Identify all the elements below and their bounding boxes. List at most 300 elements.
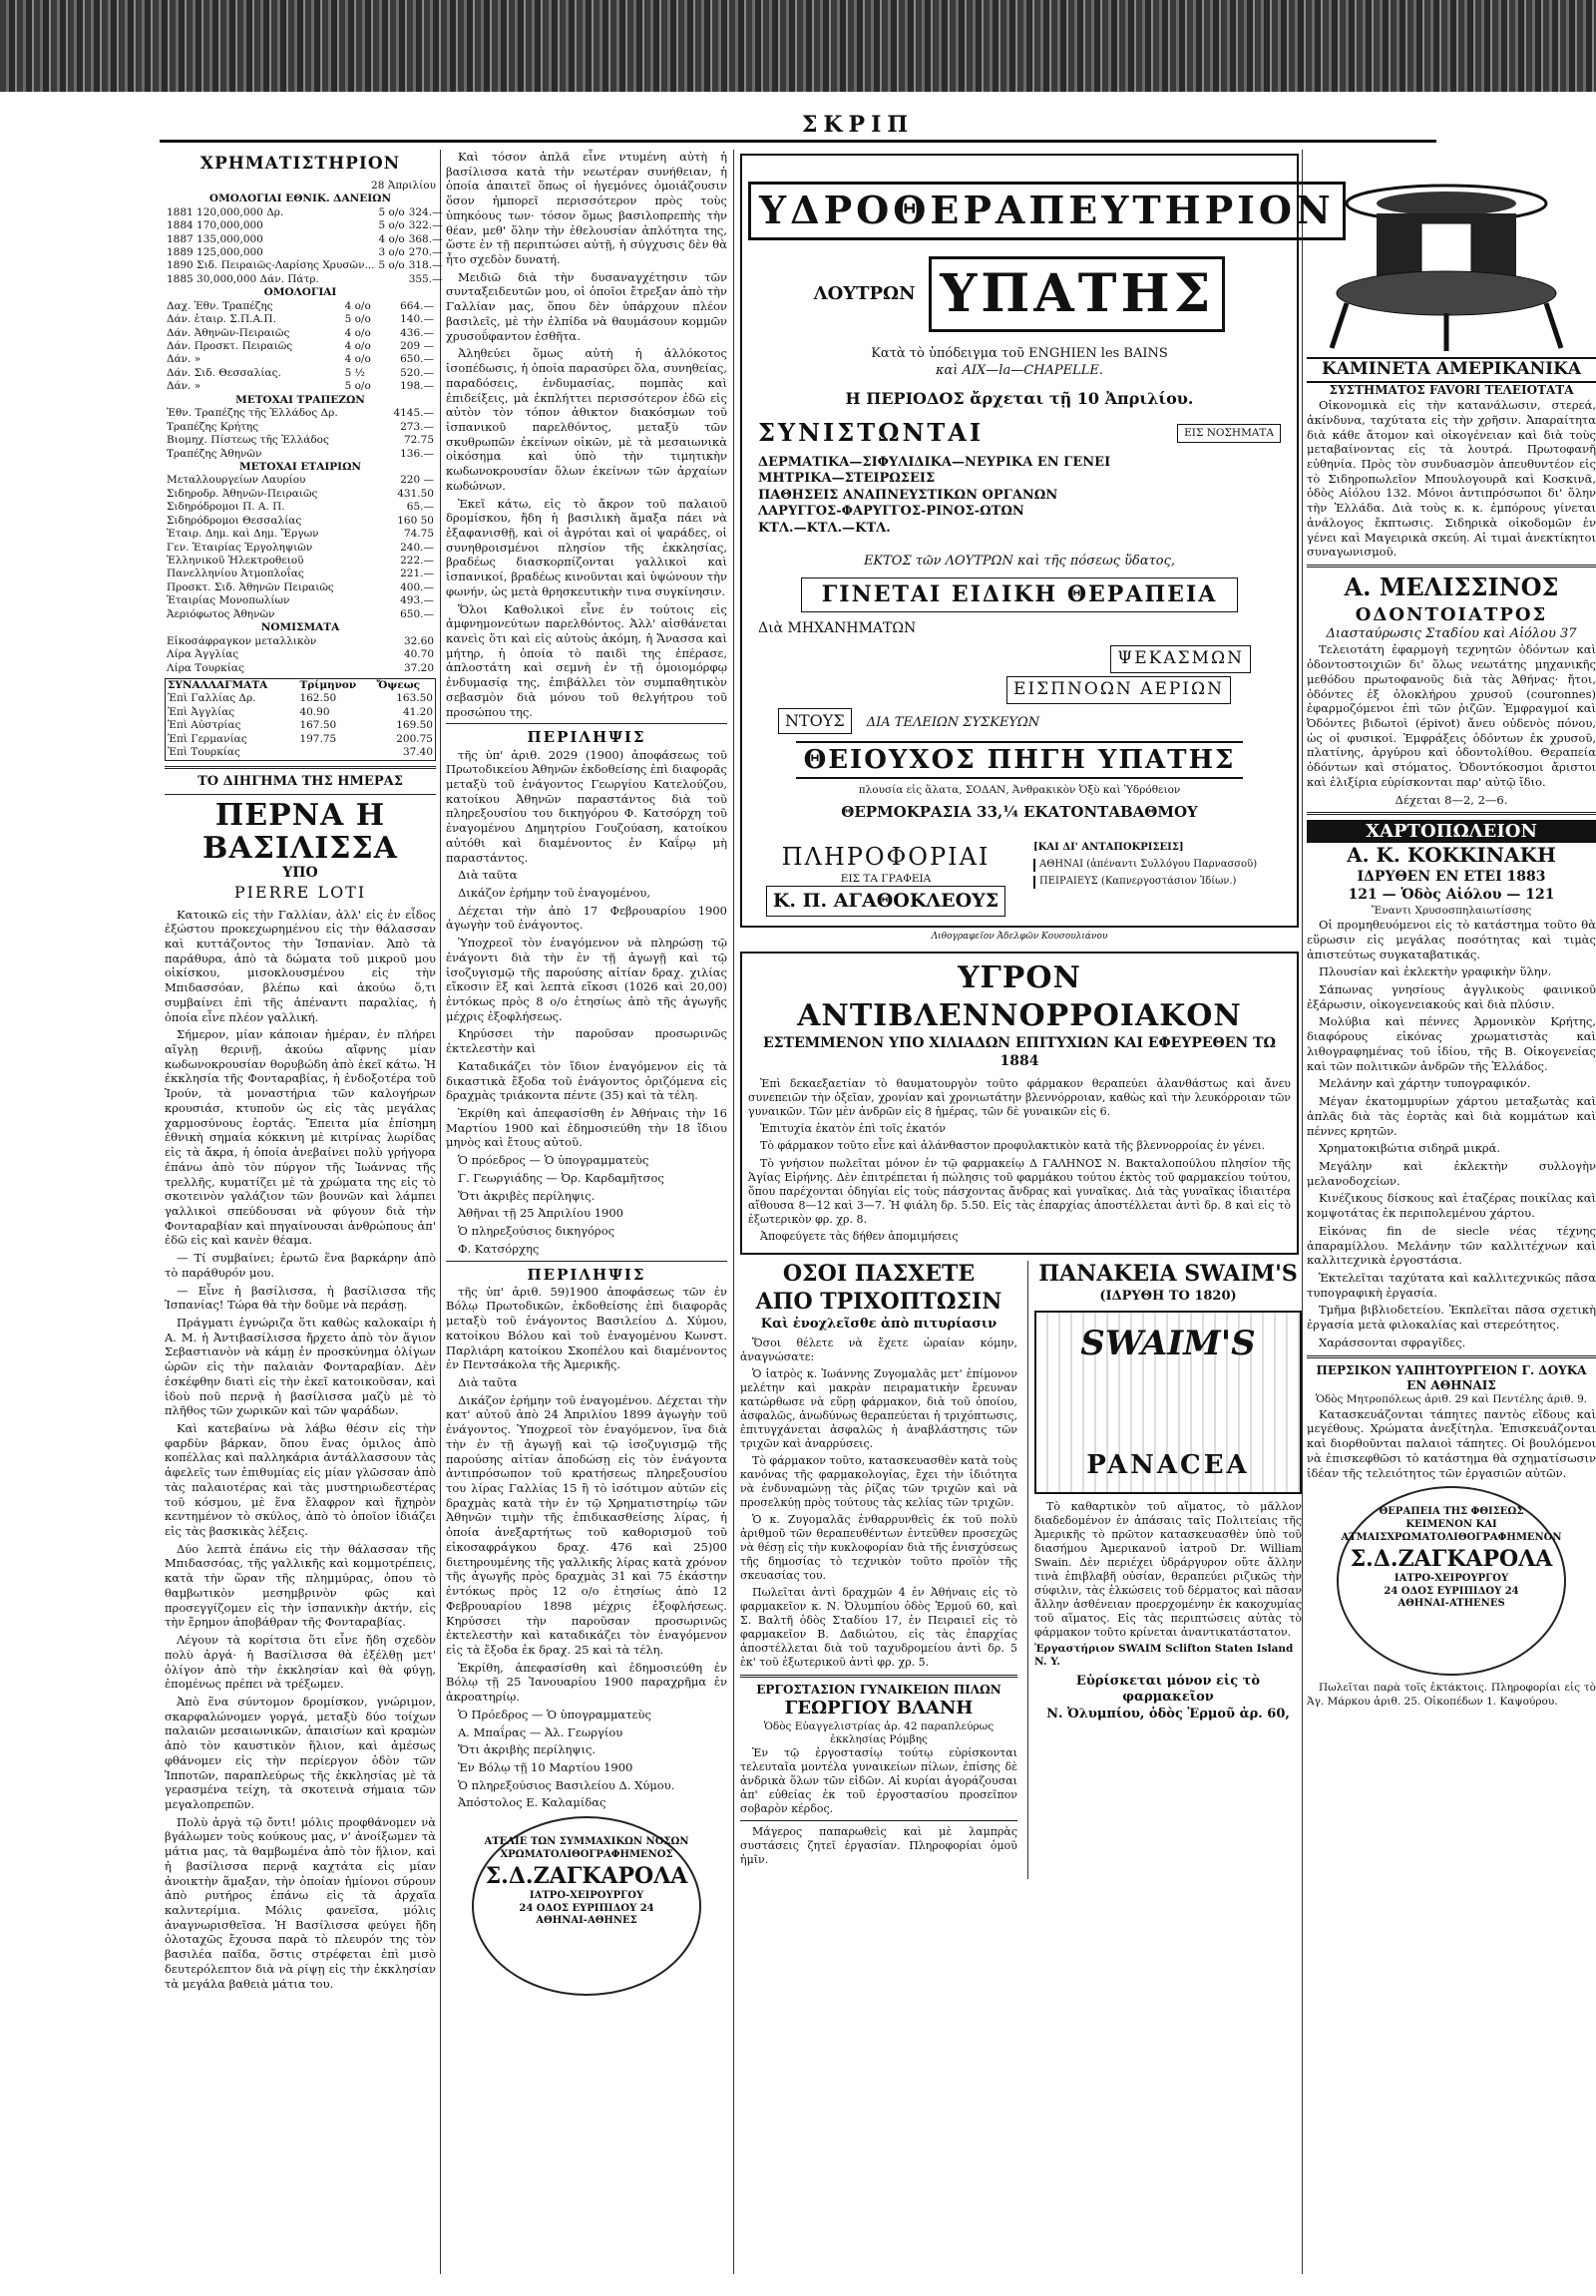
paragraph: Μεγάλην καὶ ἐκλεκτὴν συλλογὴν μελανοδοχείων.: [1307, 1158, 1596, 1188]
table-cell: 493.—: [400, 594, 434, 607]
douche-label: ΝΤΟΥΣ: [778, 708, 852, 734]
disease-item: ΛΑΡΥΓΓΟΣ-ΦΑΡΥΓΓΟΣ-ΡΙΝΟΣ-ΩΤΩΝ: [758, 504, 1024, 520]
paragraph: — Τί συμβαίνει; ἐρωτῶ ἕνα βαρκάρην ἀπὸ τὸ παράθυρόν μου.: [165, 1251, 436, 1280]
table-cell: Μεταλλουργείων Λαυρίου: [167, 474, 306, 487]
rheum-subtitle: ΕΣΤΕΜΜΕΝΟΝ ΥΠΟ ΧΙΛΙΑΔΩΝ ΕΠΙΤΥΧΙΩΝ ΚΑΙ ΕΦΕΥΡΕΘΕΝ ΤΩ 1884: [763, 1035, 1276, 1070]
dentist-hours: Δέχεται 8—2, 2—6.: [1395, 792, 1508, 807]
hair-ad: [740, 1261, 1017, 1879]
table-row: [165, 259, 445, 272]
table-cell: 40.70: [403, 648, 434, 661]
hair-text: [740, 1337, 1017, 1669]
stationer-name: Α. Κ. ΚΟΚΚΙΝΑΚΗ: [1347, 843, 1556, 868]
paragraph: Σήμερον, μίαν κάποιαν ἡμέραν, ἐν πλήρει αἴγλῃ θερινῇ, ἀκούω αἴφνης μίαν κωδωνοκρουσίαν θορυβώδη ἀπὸ ἐκεῖ κάτω. Ἡ ἐκκλησία τῆς Φονταραβίας, ἡ ἐνδοξοτέρα τοῦ Ἰρούν, τὰ μοναστήρια τῶν καλογήρων κρουσιάσ, κτυποῦν ὡς εἰς τὰς μεγάλας χαρμοσύνους ἑορτάς. Ἔπειτα μία ἐπίσημη ἐθνικὴ σημαία κόκκινη μὲ κιτρίνας λωρίδας εἰς τὰ ἄκρα, ἡ ὁποία ἀνεβαίνει πολὺ γρήγορα ἐπάνω ἀπὸ τὸν πύργον τῆς Ἰωάννας τῆς τρελλῆς, κυματίζει μὲ τὰ χρώματα της εἰς τὸ σκοτεινὸν γαλάζιον τῶν βουνῶν καὶ λάμπει γαλλικοὶ σπεύδουσαι νὰ φύγουν διὰ τὴν Φονταραβίαν καὶ πηγαίνουσαι ἀνθρώπους ἀπ' ἐδῶ εἰς καὶ κανὲν θέαμα.: [165, 1027, 436, 1248]
rheum-title: ΥΓΡΟΝ ΑΝΤΙΒΛΕΝΝΟΡΡΟΙΑΚΟΝ: [797, 959, 1242, 1033]
panacea-ad: [1027, 1261, 1302, 1879]
table-cell: 664.—: [400, 299, 434, 312]
table-cell: 4 ο/ο: [344, 299, 371, 312]
lamp-illustration: [1307, 154, 1596, 353]
table-cell: Τραπέζης Κρήτης: [167, 420, 259, 433]
paragraph: Φ. Κατσόρχης: [458, 1241, 540, 1256]
paragraph: Ὅτι ἀκριβὲς περίληψις.: [458, 1188, 596, 1203]
table-cell: 322.—: [408, 219, 443, 232]
paragraph: Λέγουν τὰ κορίτσια ὅτι εἶνε ἤδη σχεδὸν πολὺ ἀργά· ἡ Βασίλισσα θὰ ἐξέλθῃ μετ' ὀλίγον ἀπὸ τὴν ἐκκλησίαν καὶ θὰ φύγῃ, ἐπομένως πρέπει νὰ τρέξωμεν.: [165, 1633, 436, 1692]
table-row: [166, 692, 436, 705]
table-row: [165, 233, 445, 246]
hydro-title: ΥΔΡΟΘΕΡΑΠΕΥΤΗΡΙΟΝ: [748, 182, 1346, 240]
table-cell: Σιδηρόδρομοι Π. Α. Π.: [167, 501, 285, 514]
divider: [165, 766, 436, 769]
table-row: [165, 340, 436, 353]
table-cell: 5 ο/ο: [344, 313, 371, 326]
table-cell: 5 ο/ο: [378, 205, 405, 218]
table-cell: 1889 125,000,000: [167, 245, 263, 258]
lamp-label: ΚΑΜΙΝΕΤΑ ΑΜΕΡΙΚΑΝΙΚΑ: [1307, 357, 1596, 383]
paragraph: Ὁ κ. Ζυγομαλᾶς ἐνθαρρυνθεὶς ἐκ τοῦ πολὺ ἀριθμοῦ τῶν θεραπευθέντων ἐντεῦθεν προσεχῶς νὰ θέσῃ εἰς τὴν κυκλοφορίαν διὰ τῆς ἐνισχύσεως τῆς δημοσίας τὸ τεχνικὸν τοῦτο προϊὸν τῆς σκευασίας του.: [740, 1512, 1017, 1582]
column-divider: [440, 150, 441, 2274]
baths-name: ΥΠΑΤΗΣ: [929, 256, 1225, 333]
table-cell: 368.—: [408, 232, 443, 245]
table-cell: 167.50: [299, 719, 337, 732]
lower-ads: [740, 1260, 1302, 1879]
divider: [740, 1675, 1017, 1678]
table-cell: 197.75: [299, 732, 337, 745]
baths-label: ΛΟΥΤΡΩΝ: [813, 283, 916, 305]
summary-title-2: ΠΕΡΙΛΗΨΙΣ: [527, 1265, 646, 1284]
table-row: [165, 608, 436, 621]
summary-1-text: [446, 748, 727, 1257]
table-cell: 4145.—: [393, 407, 434, 420]
table-cell: 5 ο/ο: [378, 219, 405, 232]
stamp-line: ΧΡΩΜΑΤΟΛΙΘΟΓΡΑΦΗΜΕΝΟΣ: [500, 1848, 673, 1860]
column-3: [740, 150, 1335, 2284]
paragraph: Τὸ φάρμακον τοῦτο, κατασκευασθὲν κατὰ τοὺς κανόνας τῆς φαρμακολογίας, ἔχει τὴν ἰδιότητα νὰ ἐνδυναμώνῃ τὰς ῥίζας τῶν τριχῶν καὶ νὰ προσελκύῃ πρὸς τούτους τὰς κελίας τῶν τριχῶν.: [740, 1454, 1017, 1509]
table-cell: Ἑλληνικοῦ Ἠλεκτροθειοῦ: [167, 555, 304, 567]
table-cell: Σιδηρόδρομοι Θεσσαλίας: [167, 514, 302, 527]
table-cell: Λίρα Ἀγγλίας: [167, 648, 239, 661]
stationer-label: ΧΑΡΤΟΠΩΛΕΙΟΝ: [1307, 820, 1596, 843]
model-line-2: καὶ AIX—la—CHAPELLE.: [935, 362, 1104, 378]
table-cell: Ἑταιρ. Δημ. καὶ Δημ. Ἔργων: [167, 528, 319, 541]
table-row: [165, 327, 436, 340]
panacea-depot: Ἐργαστήριον SWAIM Sclifton Staten Island N. Y.: [1034, 1643, 1294, 1669]
table-cell: Δάν. »: [167, 380, 201, 393]
divider: [446, 723, 727, 724]
dentist-name: Α. ΜΕΛΙΣΣΙΝΟΣ: [1344, 573, 1559, 602]
table-row: [166, 733, 436, 746]
table-row: [165, 555, 436, 568]
stationer-address: 121 — Ὁδὸς Αἰόλου — 121: [1348, 886, 1555, 903]
table-header: Τρίμηνον: [299, 678, 357, 691]
paragraph: Ὁ πληρεξούσιος δικηγόρος: [458, 1224, 615, 1239]
column-4: [1307, 150, 1596, 2284]
model-line-1: Κατὰ τὸ ὑπόδειγμα τοῦ ENGHIEN les BAINS: [871, 346, 1168, 362]
table-cell: 140.—: [400, 313, 434, 326]
table-cell: Ἑταιρίας Μονοπωλίων: [167, 594, 290, 607]
table-cell: 400.—: [400, 580, 434, 593]
table-row: [165, 515, 436, 528]
table-row: [165, 300, 436, 313]
paragraph: Ὁ ἰατρὸς κ. Ἰωάννης Ζυγομαλᾶς μετ' ἐπίμονον μελέτην καὶ μακρὰν πειραματικὴν ἔρευναν κατώρθωσε νὰ εὕρῃ φάρμακον, διὰ τοῦ ὁποίου, ἀσφαλῶς, ἀνωδύνως θεραπεύεται ἡ τριχόπτωσις, ἐπιτυγχάνεται ἀσφαλῶς ἡ ἀναβλάστησις τῶν τριχῶν καὶ ἀναρρύσεις.: [740, 1367, 1017, 1451]
paragraph: Κινέζικους δίσκους καὶ ἐταζέρας ποικίλας καὶ κομψοτάτας ἐκ περιπολεμένου χάρτου.: [1307, 1191, 1596, 1221]
dyer-text: Κατασκευάζονται τάπητες παντὸς εἴδους καὶ μεγέθους. Χρώματα ἀνεξίτηλα. Ἐπισκευάζονται καὶ διορθοῦνται παλαιοὶ τάπητες. Οἱ βουλόμενοι νὰ ἐπισκεφθῶσι τὸ κατάστημα θὰ σχηματίσωσιν ἰδέαν τῆς τελειότητος τῶν ἐργασιῶν αὐτῶν.: [1307, 1406, 1596, 1480]
table-cell: 3 ο/ο: [378, 245, 405, 258]
doctor-stamp-2: [1337, 1486, 1566, 1676]
table-cell: 1884 170,000,000: [167, 219, 263, 232]
summary-title-1: ΠΕΡΙΛΗΨΙΣ: [527, 728, 646, 747]
paragraph: Δέχεται τὴν ἀπὸ 17 Φεβρουαρίου 1900 ἀγωγὴν τοῦ ἐνάγοντος.: [446, 903, 727, 933]
spray-label: ΨΕΚΑΣΜΩΝ: [1110, 645, 1251, 673]
stamp-line: ΑΤΕΛΙΕ ΤΩΝ ΣΥΜΜΑΧΙΚΩΝ ΝΟΣΩΝ: [484, 1836, 689, 1848]
paragraph: Ὁ πληρεξούσιος Βασιλείου Δ. Χύμου.: [458, 1777, 675, 1792]
paragraph: Ὁ Πρόεδρος — Ὁ ὑπογραμματεὺς: [458, 1707, 651, 1722]
table-cell: Ἐπὶ Τουρκίας: [168, 746, 240, 759]
table-row: [165, 380, 436, 393]
divider: [740, 1820, 1017, 1821]
stamp-line: ΙΑΤΡΟ-ΧΕΙΡΟΥΡΓΟΥ: [529, 1889, 644, 1901]
dyer-title: ΠΕΡΣΙΚΟΝ ΥΑΠΗΤΟΥΡΓΕΙΟΝ Γ. ΔΟΥΚΑ: [1316, 1362, 1587, 1377]
hair-subtitle: Καὶ ἐνοχλεῖσθε ἀπὸ πιτυρίασιν: [760, 1316, 998, 1332]
table-cell: 163.50: [396, 692, 433, 705]
paragraph: Καταδικάζει τὸν ἴδιον ἐναγόμενον εἰς τὰ δικαστικὰ ἔξοδα τοῦ ἐνάγοντος ὁριζόμενα εἰς δραχμὰς τριάκοντα πέντε (35) καὶ τὰ τέλη.: [446, 1058, 727, 1103]
paragraph: Μελάνην καὶ χάρτην τυπογραφικόν.: [1319, 1076, 1531, 1091]
paragraph: Ἐν Βόλῳ τῇ 10 Μαρτίου 1900: [458, 1759, 633, 1774]
paragraph: Τὸ φάρμακον τοῦτο εἶνε καὶ ἀλάνθαστον προφυλακτικὸν κατὰ τῆς βλεννορροίας ἐν γένει.: [760, 1139, 1266, 1153]
table-cell: Πανελληνίου Ἀτμοπλοΐας: [167, 568, 304, 580]
loans-title: ΟΜΟΛΟΓΙΑΙ ΕΘΝΙΚ. ΔΑΝΕΙΩΝ: [208, 192, 392, 205]
paragraph: Ὅλοι Καθολικοὶ εἶνε ἐν τούτοις εἰς ἀμφνημονεύτων παρελθόντος. Ἀλλ' αἰσθάνεται κανεὶς ὅτι καὶ εἰς αὐτοὺς ἀκόμη, ἡ Ἄνασσα καὶ μήτηρ, ἡ ὁποία τὸ παιδὶ της ἐπέρασε, ἀπλοστάτη καὶ σεμνὴ ἐν τῇ ὁμοιομόρφῳ ἐνδυμασίᾳ της, ἐπιβάλλει τὸν συμπαθητικὸν σεβασμὸν διὰ μόνου τοῦ θελγήτρου τοῦ προσώπου της.: [446, 601, 727, 719]
offices-label: ΕΙΣ ΤΑ ΓΡΑΦΕΙΑ: [840, 873, 932, 885]
table-row: [165, 528, 436, 541]
paragraph: Ὁ πρόεδρος — Ὁ ὑπογραμματεὺς: [458, 1153, 649, 1168]
table-row: [165, 635, 436, 648]
coins-table: [165, 635, 436, 675]
table-row: [165, 273, 445, 286]
stamp-line: ΑΘΗΝΑΙ-ΑΘΗΝΕΣ: [536, 1915, 637, 1927]
salts-line: πλουσία εἰς ἅλατα, ΣΟΔΑΝ, Ἀνθρακικὸν Ὀξὺ καὶ Ὑδρόθειον: [858, 783, 1181, 796]
exchange-title: ΧΡΗΜΑΤΙΣΤΗΡΙΟΝ: [200, 154, 401, 174]
stove-icon: [1307, 154, 1586, 353]
table-cell: 41.20: [402, 705, 433, 718]
piraeus-address: ΠΕΙΡΑΙΕΥΣ (Καπνεργοστάσιον Ἰδίων.): [1033, 876, 1283, 889]
table-cell: 324.—: [408, 205, 443, 218]
paragraph: Ἐκεῖ κάτω, εἰς τὸ ἄκρον τοῦ παλαιοῦ δρομίσκου, ἤδη ἡ βασιλικὴ ἅμαξα πάει νὰ ἐξαφανισθῇ, καὶ οἱ ἀγρόται καὶ οἱ ψαράδες, οἱ συνηθροισμένοι πλησίον τῆς ἐκκλησίας, βραδέως διασκορπίζονται γαλλικοὶ καὶ ἱσπανικοί, βραδέως κινοῦνται καὶ ὑψώνουν τὴν φωνήν, ὡς μετὰ θρησκευτικὴν τινα συγκίνησιν.: [446, 496, 727, 598]
exchange-date: 28 Ἀπριλίου: [371, 179, 436, 191]
panacea-bottles-image: [1034, 1311, 1302, 1494]
table-cell: Εἰκοσάφραγκον μεταλλικὸν: [167, 634, 317, 647]
table-header: ΣΥΝΑΛΛΑΓΜΑΤΑ: [168, 678, 268, 691]
rheum-ad: [740, 952, 1299, 1255]
paragraph: — Εἶνε ἡ βασίλισσα, ἡ βασίλισσα τῆς Ἱσπανίας! Τώρα θὰ τὴν δοῦμε νὰ περάσῃ.: [165, 1283, 436, 1313]
table-cell: 222.—: [400, 555, 434, 567]
table-cell: Ἐπὶ Ἀγγλίας: [168, 705, 235, 718]
table-cell: 160 50: [397, 514, 434, 527]
besides-line: ΕΚΤΟΣ τῶν ΛΟΥΤΡΩΝ καὶ τῆς πόσεως ὕδατος,: [863, 553, 1176, 569]
stamp-line: ΚΕΙΜΕΝΟΝ ΚΑΙ: [1405, 1519, 1497, 1531]
table-cell: 40.90: [299, 705, 330, 718]
paragraph: Κατοικῶ εἰς τὴν Γαλλίαν, ἀλλ' εἰς ἐν εἶδος ἐξώστου προκεχωρημένου εἰς τὴν θάλασσαν καὶ κυττάζοντος τὴν Ἱσπανίαν. Ἀπὸ τὰ παράθυρα, ἀπὸ τὰ δώματα τοῦ μικροῦ μου οἰκίσκου, μισοκλουσμένου εἰς τὴν Μπιδασσόαν, βλέπω καὶ ἀκούω ὅ,τι συμβαίνει ἐπὶ τῆς ἀπέναντι παραλίας, ἡ ὁποία εἶνε πλέον γαλλική.: [165, 907, 436, 1024]
panacea-bottle-text: PANACEA: [1086, 1450, 1250, 1481]
special-therapy: ΓΙΝΕΤΑΙ ΕΙΔΙΚΗ ΘΕΡΑΠΕΙΑ: [801, 577, 1239, 611]
paragraph: Εἰκόνας fin de siecle νέας τέχνης ἀπαραμίλλου. Μελάνην τῶν καλλιτέχνων καὶ καλλιτεχνικὰ ἐργοστάσια.: [1307, 1223, 1596, 1268]
paragraph: Τὸ γνήσιον πωλεῖται μόνον ἐν τῷ φαρμακείῳ Δ ΓΑΛΗΝΟΣ Ν. Βακταλοπούλου πλησίον τῆς Ἁγίας Εἰρήνης. Δὲν ἐπιτρέπεται ἡ πώλησις τοῦ φαρμάκου τούτου ἐκτὸς τοῦ φαρμακείου τούτου, ὅπου παρέχονται ὁδηγίαι εἰς τοὺς πάσχοντας ἄνδρας καὶ γυναῖκας. Διὰ τὰς γυναῖκας ἰδιαιτέρα αἴθουσα 8—12 καὶ 3—7. Ἡ φιάλη δρ. 5.50. Εἰς τὰς ἐπαρχίας ἀποστέλλεται ἀντὶ δρ. 8 καὶ εἰς τὸ ἐξωτερικὸν φρ. χρ. 8.: [748, 1156, 1291, 1226]
table-row: [165, 353, 436, 366]
rheum-text: [748, 1077, 1291, 1244]
paragraph: Ἀληθεύει ὅμως αὐτὴ ἡ ἀλλόκοτος ἰσοπέδωσις, ἡ ὁποία παρασύρει ὅλα, συνηθείας, παραδόσεις, ἐνδυμασίας, πομπὰς καὶ ἐπιδείξεις, μὰ ἐκπλήττει περισσότερον ἐδῶ εἰς αὐτὸν τὸν τόπον ἀθικτον διακόσμων τοῦ ἱσπανικοῦ παρελθόντος, μεταξὺ τῶν σκυθρωπῶν ἐκείνων οἰκῶν, μὲ τὰ μεσαιωνικὰ οἰκόσημα καὶ ὑπὸ τὴν τιμητικὴν κωδωνοκρουσίαν ὅλων ἐκείνων τῶν ἀρχαίων κωδώνων.: [446, 346, 727, 493]
table-cell: Δάν. Προσκτ. Πειραιῶς: [167, 340, 293, 352]
table-cell: 318.—: [408, 259, 443, 272]
paragraph: Καὶ τόσον ἁπλᾶ εἶνε ντυμένη αὐτὴ ἡ βασίλισσα κατὰ τὴν νεωτέραν συνήθειαν, ἡ ὁποία ἀπαιτεῖ ὅπως οἱ ἡγεμόνες ὁμοιάζουσιν ὅσον ἠμπορεῖ περισσότερον πρὸς τοὺς ὑπηκόους των· τόσον ὅμως βασιλοπρεπὴς τὴν θέαν, μεθ' ὅλην τὴν ἐθελουσίαν ἁπλότητα της, ὥστε ἐν τῇ περιπτώσει αὐτῇ, ἡ σύγχυσις δὲν θὰ ἦτο σχεδὸν δυνατή.: [446, 150, 727, 267]
column-2: [446, 150, 727, 2284]
companies-table: [165, 474, 436, 621]
dyer-city: ΕΝ ΑΘΗΝΑΙΣ: [1406, 1377, 1496, 1392]
table-row: [165, 407, 436, 420]
panacea-text: Τὸ καθαρτικὸν τοῦ αἵματος, τὸ μᾶλλον διαδεδομένον ἐν ἁπάσαις ταῖς Πολιτείαις τῆς Ἀμερικῆς τὸ πρῶτον κατασκευασθὲν ὑπὸ τοῦ διασήμου Ἀμερικανοῦ ἰατροῦ Dr. William Swain. Δὲν περιέχει ὑδράργυρον οὔτε ἄλλην τινὰ ἐπιβλαβῆ οὐσίαν, θεραπεύει ριζικῶς τὴν σύφιλιν, τὰς ἑλκώσεις τοῦ δέρματος καὶ πᾶσαν ἄλλην ἀσθένειαν προερχομένην ἐκ κακοχυμίας τοῦ αἵματος. Εἰς τὰς περιπτώσεις αὐτὰς τὸ φάρμακον τοῦτο κρίνεται ἀναντικατάστατον.: [1034, 1500, 1302, 1640]
paragraph: Χρηματοκιβώτια σιδηρᾶ μικρά.: [1319, 1141, 1501, 1156]
table-cell: 650.—: [400, 353, 434, 366]
summary-2-text: [446, 1285, 727, 1810]
table-cell: 273.—: [400, 420, 434, 433]
lamp-text: Οἰκονομικὰ εἰς τὴν κατανάλωσιν, στερεά, ἀκίνδυνα, ταχύτατα εἰς τὴν χρῆσιν. Ἀπαραίτητα διὰ κάθε ἄτομον καὶ οἰκογένειαν καὶ διὰ τοὺς μεταβαίνοντας εἰς τὰ λουτρά. Πρωτοφανῆ εὐθηνία. Πρὸς τὸν συνδυασμὸν ἀπευθυντέον εἰς τὸ Σιδηροπωλεῖον Μπουλογουρᾶ καὶ Κοσκινᾶ, ὁδὸς Αἰόλου 132. Μόνοι ἀντιπρόσωποι δι' ὅλην τὴν Ἑλλάδα. Διὰ τοὺς κ. κ. ἐμπόρους γίνεται ἀνάλογος ἔκπτωσις. Σιδηρικὰ οἰκοδομῶν ἐν γένει καὶ Μαγειρικὰ σκεύη. Αἱ τιμαὶ ἀνεκτίκητοι συναγωνισμοῦ.: [1307, 398, 1596, 560]
table-row: [165, 206, 445, 219]
table-cell: Δάν. ἑταιρ. Σ.Π.Α.Π.: [167, 313, 276, 326]
workshop-title: ΕΡΓΟΣΤΑΣΙΟΝ ΓΥΝΑΙΚΕΙΩΝ ΠΙΛΩΝ: [756, 1682, 1001, 1697]
table-row: [165, 421, 436, 434]
serial-continuation: [446, 150, 727, 719]
divider: [1307, 565, 1596, 568]
paragraph: Πολὺ ἀργὰ τῷ ὄντι! μόλις προφθάνομεν νὰ βγάλωμεν τοὺς κούκους μας, ν' ἀνοίξωμεν τὰ μάτια μας, τὰ θαμβωμένα ἀπὸ τὸν ἥλιον, καὶ ἡ βασίλισσα περνᾷ καχτάτα εἰς μίαν ἀνοικτὴν ἅμαξαν, τὴν ὁποίαν ἠμίονοι σύρουν ἀπὸ ρυτήρος ἐπάνω εἰς τὰ ἀρχαῖα καλντερίμια. Μόλις φανεῖσα, μόλις ἀναγνωρισθεῖσα. Ἡ Βασίλισσα φεύγει ἤδη ὁλοταχῶς ἔχουσα παρὰ τὸ πλευρόν της τὸν βασιλέα παῖδα, ὅστις στρέφεται ἐπὶ μισὸ δευτερόλεπτον διὰ νὰ ρίψῃ εἰς τὴν ἐκκλησίαν τὰ μεγάλα βαθειὰ μάτια του.: [165, 1814, 436, 1991]
workshop-text: Ἐν τῷ ἐργοστασίῳ τούτῳ εὑρίσκονται τελευταῖα μοντέλα γυναικείων πίλων, ἐπίσης δὲ ἀνδρικὰ ὅλων τῶν εἰδῶν. Αἱ κυρίαι ἀγοράζουσαι ἀπ' εὐθείας ἐκ τοῦ ἐργοστασίου προσεῖπον σοβαρὸν κέρδος.: [740, 1746, 1017, 1816]
table-cell: 220 —: [400, 474, 434, 487]
workshop-address: Ὁδὸς Εὐαγγελιστρίας ἀρ. 42 παραπλεύρως ἐκκλησίας Ρόμβης: [763, 1720, 995, 1746]
table-cell: Ἐθν. Τραπέζης τῆς Ἑλλάδος Δρ.: [167, 407, 338, 420]
dentist-address: Διασταύρωσις Σταδίου καὶ Αἰόλου 37: [1326, 625, 1577, 641]
table-row: [166, 719, 436, 732]
paragraph: Ἀθῆναι τῇ 25 Ἀπριλίου 1900: [458, 1206, 624, 1221]
stamp-line: ΑΘΗΝΑΙ-ATHENES: [1397, 1598, 1505, 1610]
table-cell: 198.—: [400, 380, 434, 393]
paragraph: Τμῆμα βιβλιοδετείου. Ἐκπλεῖται πᾶσα σχετικὴ ἐργασία μετὰ φιλοκαλίας καὶ στερεότητος.: [1307, 1303, 1596, 1333]
hair-title-2: ΑΠΟ ΤΡΙΧΟΠΤΩΣΙΝ: [755, 1288, 1002, 1315]
paragraph: Ἐπὶ δεκαεξαετίαν τὸ θαυματουργὸν τοῦτο φάρμακον θεραπεύει ἀλανθάστως καὶ ἄνευ συνεπειῶν τὴν ὀξεῖαν, χρονίαν καὶ χρονιωτάτην βλεννόρροιαν, καθὼς καὶ τὴν λευκόρροιαν τῶν γυναικῶν. Τῶν μὲν ἀνδρῶν εἰς 8 ἡμέρας, τῶν δὲ γυναικῶν εἰς 6.: [748, 1077, 1291, 1119]
paragraph: Πλουσίαν καὶ ἐκλεκτὴν γραφικὴν ὕλην.: [1319, 964, 1552, 979]
table-cell: 5 ½: [344, 366, 365, 379]
disease-item: ΜΗΤΡΙΚΑ—ΣΤΕΙΡΩΣΕΙΣ: [758, 471, 936, 487]
table-row: [165, 501, 436, 514]
contact-name: Κ. Π. ΑΓΑΘΟΚΛΕΟΥΣ: [766, 886, 1005, 916]
table-cell: 4 ο/ο: [344, 340, 371, 352]
panacea-since: (ΙΔΡΥΘΗ ΤΟ 1820): [1099, 1288, 1237, 1304]
divider: [165, 794, 436, 795]
column-1: [165, 150, 443, 2284]
paragraph: Δικάζον ἐρήμην τοῦ ἐναγομένου,: [458, 885, 651, 900]
paragraph: Διὰ ταῦτα: [458, 868, 518, 883]
stamp-line: 24 ΟΔΟΣ ΕΥΡΙΠΙΔΟΥ 24: [519, 1902, 654, 1914]
table-cell: 209 —: [400, 340, 434, 352]
machines-line: Διὰ ΜΗΧΑΝΗΜΑΤΩΝ: [758, 619, 917, 636]
disease-item: ΠΑΘΗΣΕΙΣ ΑΝΑΠΝΕΥΣΤΙΚΩΝ ΟΡΓΑΝΩΝ: [758, 487, 1058, 503]
answers-label: [ΚΑΙ ΔΙ' ΑΝΤΑΠΟΚΡΙΣΕΙΣ]: [1033, 842, 1184, 854]
masthead: ΣΚΡΙΠ: [801, 112, 915, 138]
paragraph: Ἐκτελεῖται ταχύτατα καὶ καλλιτεχνικῶς πᾶσα τυπογραφικὴ ἐργασία.: [1307, 1270, 1596, 1300]
table-cell: Προσκτ. Σιδ. Ἀθηνῶν Πειραιῶς: [167, 580, 334, 593]
table-cell: 4 ο/ο: [344, 353, 371, 366]
table-cell: Λίρα Τουρκίας: [167, 661, 244, 674]
table-cell: 32.60: [403, 634, 434, 647]
paragraph: Σάπωνας γνησίους ἀγγλικοὺς φαινικοῦ ἐξάρωσιν, οἰκογενειακούς καὶ διὰ πλύσιν.: [1307, 982, 1596, 1011]
stationer-text: [1307, 918, 1596, 1349]
paragraph: τῆς ὑπ' ἀριθ. 59)1900 ἀποφάσεως τῶν ἐν Βόλῳ Πρωτοδικῶν, ἐκδοθείσης ἐπὶ διαφορᾶς μεταξὺ τοῦ ἐνάγοντος Βασιλείου Δ. Χύμου, κατοίκου Βόλου καὶ τοῦ ἐναγομένου Κωνστ. Παρλιάρη κατοίκου Σκοπέλου καὶ διαμένοντος ἐν Πεντσάκολα τῆς Ἀμερικῆς.: [446, 1284, 727, 1372]
stamp-line: ΘΕΡΑΠΕΙΑ ΤΗΣ ΦΘΙΣΕΩΣ: [1379, 1506, 1524, 1518]
workshop-name: ΓΕΩΡΓΙΟΥ ΒΛΑΝΗ: [784, 1697, 974, 1719]
table-cell: Ἐπὶ Γαλλίας Δρ.: [168, 692, 256, 705]
banks-title: ΜΕΤΟΧΑΙ ΤΡΑΠΕΖΩΝ: [235, 393, 365, 406]
panacea-where-2: Ν. Ὀλυμπίου, ὁδὸς Ἑρμοῦ ἀρ. 60,: [1046, 1706, 1290, 1722]
table-cell: 74.75: [403, 528, 434, 541]
temperature-line: ΘΕΡΜΟΚΡΑΣΙΑ 33,¼ ΕΚΑΤΟΝΤΑΒΑΘΜΟΥ: [841, 803, 1198, 822]
sulfur-spring: ΘΕΙΟΥΧΟΣ ΠΗΓΗ ΥΠΑΤΗΣ: [796, 741, 1244, 779]
table-cell: 37.40: [402, 746, 433, 759]
column-divider: [1302, 150, 1303, 2274]
table-cell: 4 ο/ο: [344, 326, 371, 339]
table-row: [165, 594, 436, 607]
table-cell: Τραπέζης Ἀθηνῶν: [167, 447, 262, 460]
table-cell: 1885 30,000,000 Δάν. Πάτρ.: [167, 272, 319, 285]
table-cell: 169.50: [396, 719, 433, 732]
table-row: [166, 746, 436, 760]
table-row: [165, 662, 436, 675]
paragraph: Δύο λεπτὰ ἐπάνω εἰς τὴν θάλασσαν τῆς Μπιδασσόας, τῆς γαλλικῆς καὶ κομμοτρέπεις, κατὰ τὴν ὥραν τῆς πλημμύρας, ὁπου τὸ θαμβωτικὸν μεσημβρινὸν φῶς καὶ προσεγγίζομεν εἰς τὴν ἱσπανικὴν ἀκτήν, εἰς τὴν ἔρημον ἀποβάθραν τῆς Φονταραβίας.: [165, 1541, 436, 1630]
bonds-title: ΟΜΟΛΟΓΙΑΙ: [263, 286, 337, 299]
table-cell: Ἐπὶ Γερμανίας: [168, 732, 247, 745]
serial-author: PIERRE LOTI: [233, 883, 367, 903]
table-row: [165, 219, 445, 232]
serial-text: [165, 908, 436, 1992]
recommended-label: ΣΥΝΙΣΤΩΝΤΑΙ: [758, 417, 985, 447]
stationer-near: Ἔναντι Χρυσοσπηλαιωτίσσης: [1371, 904, 1532, 917]
table-cell: 5 ο/ο: [344, 380, 371, 393]
table-cell: 270.—: [408, 245, 443, 258]
hair-title-1: ΟΣΟΙ ΠΑΣΧΕΤΕ: [782, 1260, 976, 1287]
table-cell: 5 ο/ο: [378, 259, 405, 272]
table-cell: 1887 135,000,000: [167, 232, 263, 245]
cook-notice: Μάγερος παπαρωθεὶς καὶ μὲ λαμπρὰς συστάσεις ζητεῖ ἐργασίαν. Πληροφορίαι ὁμοῦ ἡμῖν.: [740, 1825, 1017, 1867]
paragraph: τῆς ὑπ' ἀριθ. 2029 (1900) ἀποφάσεως τοῦ Πρωτοδικείου Ἀθηνῶν ἐκδοθείσης ἐπὶ διαφορᾶς μεταξὺ τοῦ ἐνάγοντος Γεωργίου Κατελούζου, κατοίκου Ἀθηνῶν παραστάντος διὰ τοῦ πληρεξουσίου του δικηγόρου Φ. Κατσόρχη τοῦ ἐναγομένου Δημητρίου Γουζούαση, κατοίκου αὐτόθι καὶ διαμένοντος ἐν Καΐρῳ μὴ παραστάντος.: [446, 747, 727, 865]
paragraph: Χαράσσονται σφραγῖδες.: [1319, 1335, 1466, 1349]
table-cell: 37.20: [403, 661, 434, 674]
table-cell: Δαχ. Ἐθν. Τραπέζης: [167, 299, 273, 312]
hydro-ad: [740, 154, 1335, 928]
panacea-where-1: Εὑρίσκεται μόνον εἰς τὸ φαρμακεῖον: [1075, 1673, 1261, 1706]
banks-table: [165, 407, 436, 461]
paragraph: Ἀποφεύγετε τὰς δήθεν ἀπομιμήσεις: [760, 1229, 959, 1243]
inhale-label: ΕΙΣΠΝΟΩΝ ΑΕΡΙΩΝ: [1006, 676, 1231, 704]
season-period: Η ΠΕΡΙΟΔΟΣ ἄρχεται τῇ 10 Ἀπριλίου.: [845, 389, 1194, 409]
table-cell: 355.—: [408, 272, 443, 285]
table-cell: 240.—: [400, 541, 434, 554]
table-cell: 221.—: [400, 568, 434, 580]
table-row: [165, 367, 436, 380]
dyer-address: Ὁδὸς Μητροπόλεως ἀριθ. 29 καὶ Πεντέλης ἀριθ. 9.: [1315, 1393, 1588, 1406]
table-row: [165, 488, 436, 501]
stamp2-caption: Πωλεῖται παρὰ τοῖς ἐκτάκτοις. Πληροφορίαι εἰς τὸ Ἀγ. Μάρκου ἀριθ. 25. Οἰκοπέδων 1. Καψούρου.: [1307, 1682, 1596, 1708]
table-cell: 436.—: [400, 326, 434, 339]
table-cell: [376, 273, 406, 286]
stamp-line: 24 ΟΔΟΣ ΕΥΡΙΠΙΔΟΥ 24: [1384, 1585, 1519, 1597]
paragraph: Δικάζον ἐρήμην τοῦ ἐναγομένου. Δέχεται τὴν κατ' αὐτοῦ ἀπὸ 24 Ἀπριλίου 1899 ἀγωγὴν τοῦ ἐνάγοντος. Ὑποχρεοῖ τὸν ἐναγόμενον, ἵνα διὰ τὴν ἐν τῇ ἀγωγῇ καὶ τῷ ἰσοζυγισμῷ τῆς παρούσης αἰτίαν ἀποδώσῃ εἰς τὸν ἐνάγοντα ἀντιπρόσωπον τοῦ κρατήσεως πληρεξουσίου του λίρας Γαλλίας 15 ἢ τὸ ἰσότιμον αὐτῶν εἰς δραχμὰς κατὰ τὴν ἐν τῷ Χρηματιστηρίῳ τῶν Ἀθηνῶν τιμὴν τῆς ἐπιδικασθείσης λίρας, ἡ ὁποία ἀνεξαρτήτως τοῦ καθορισμοῦ τοῦ εἰκοσαφράγκου δραχ. 476 καὶ 25)00 διετηρουμένης τῆς γαλλικῆς λίρας κατὰ χρόνον τῆς ἀγωγῆς πρὸς δραχμὰς 31 καὶ 75 ἑκάστην ἐντόκως πρὸς 12 ο/ο ἐτησίως ἀπὸ 12 Φεβρουαρίου 1898 μέχρις ἐξοφλήσεως. Κηρύσσει τὴν παροῦσαν προσωρινῶς ἐκτελεστὴν καὶ καταδικάζει τὸν ἐναγόμενον εἰς τὰ ἔξοδα ἐκ δραχ. 25 καὶ τὰ τέλη.: [446, 1392, 727, 1657]
table-row: [165, 568, 436, 580]
table-cell: Ἀεριόφωτος Ἀθηνῶν: [167, 607, 275, 620]
serial-title: ΠΕΡΝΑ Η ΒΑΣΙΛΙΣΣΑ: [202, 798, 398, 867]
panacea-title: ΠΑΝΑΚΕΙΑ SWAIM'S: [1038, 1260, 1298, 1287]
paragraph: Ἐκρίθη καὶ ἀπεφασίσθη ἐν Ἀθήναις τὴν 16 Μαρτίου 1900 καὶ ἐδημοσιεύθη τὴν 18 ἴδιου μηνὸς καὶ ἔτους αὐτοῦ.: [446, 1106, 727, 1150]
bonds-table: [165, 300, 436, 394]
table-cell: 1890 Σιδ. Πειραιῶς-Λαρίσης Χρυσῶν...: [167, 259, 375, 272]
table-row: [165, 648, 436, 661]
disease-item: ΚΤΛ.—ΚΤΛ.—ΚΤΛ.: [758, 521, 891, 537]
stamp-line: Σ.Δ.ΖΑΓΚΑΡΟΛΑ: [1350, 1545, 1553, 1572]
doctor-stamp: [472, 1816, 701, 1996]
divider: [446, 1261, 727, 1262]
table-row: [165, 246, 445, 259]
companies-title: ΜΕΤΟΧΑΙ ΕΤΑΙΡΙΩΝ: [238, 460, 362, 473]
printer-line: Λιθογραφεῖον Ἀδελφῶν Κουσουλιάνου: [931, 932, 1108, 942]
stationer-founded: ΙΔΡΥΘΕΝ ΕΝ ΕΤΕΙ 1883: [1357, 868, 1546, 885]
table-cell: Ἐπὶ Αὐστρίας: [168, 719, 241, 732]
lamp-brand: ΣΥΣΤΗΜΑΤΟΣ FAVORI ΤΕΛΕΙΟΤΑΤΑ: [1329, 382, 1574, 397]
table-cell: Δάν. Ἀθηνῶν-Πειραιῶς: [167, 326, 290, 339]
table-cell: Σιδηροδρ. Ἀθηνῶν-Πειραιῶς: [167, 487, 318, 500]
table-row: [165, 542, 436, 555]
paragraph: Κηρύσσει τὴν παροῦσαν προσωρινῶς ἐκτελεστὴν καὶ: [446, 1026, 727, 1056]
table-cell: Βιομηχ. Πίστεως τῆς Ἑλλάδος: [167, 434, 329, 447]
paragraph: Ὑποχρεοῖ τὸν ἐναγόμενον νὰ πληρώσῃ τῷ ἐνάγοντι διὰ τὴν ἐν τῇ ἀγωγῇ καὶ τῷ ἰσοζυγισμῷ τῆς παρούσης αἰτίαν δραχ. χιλίας εἴκοσιν ἓξ καὶ λεπτὰ εἴκοσι (1026 καὶ 20,00) ἐντόκως πρὸς 8 ο/ο ἐτησίως ἀπὸ τῆς ἀγωγῆς μέχρις ἐξοφλήσεως.: [446, 936, 727, 1023]
table-cell: 650.—: [400, 607, 434, 620]
table-row: [165, 313, 436, 326]
paragraph: Καὶ κατεβαίνω νὰ λάβω θέσιν εἰς τὴν φαρδὺν βάρκαν, ὅπου ἕνας ὁμιλος ἀπὸ κοπέλλας καὶ παλληκάρια ἀντάλλασσουν τὰς ἀφελεῖς των ἐπιθυμίας εἰς μίαν γλῶσσαν ἀπὸ τὰς παλαιοτέρας καὶ τὰς μυστηριωδεστέρας τοῦ κόσμου, μὲ ἕνα ἔλαφρον καὶ ἤχηρὸν κεντημένον τὸ σκύλος, ἀπὸ τὸ ὁποῖον ἰδιάζει εἰς τὰς βασκικὰς λέξεις.: [165, 1421, 436, 1539]
paragraph: Α. Μπαΐρας — Ἀλ. Γεωργίου: [458, 1724, 623, 1739]
paragraph: Μειδιῶ διὰ τὴν δυσαναγχέτησιν τῶν συνταξειδευτῶν μου, οἱ ὁποῖοι ἔτρεξαν ἀπὸ τὴν Γαλλίαν μας, ὅπου δὲν ὑπάρχουν πλέον βασιλεῖς, μὲ τὴν ἐλπίδα νὰ θαυμάσουν κομμῶν χρυσοΰφαντον ἐσθῆτα.: [446, 269, 727, 343]
table-row: [166, 706, 436, 719]
divider: [1307, 812, 1596, 815]
devices-label: ΔΙΑ ΤΕΛΕΙΩΝ ΣΥΣΚΕΥΩΝ: [866, 714, 1040, 730]
paragraph: Πράγματι ἐγνώριζα ὅτι καθὼς καλοκαίρι ἡ Α. Μ. ἡ Ἀντιβασίλισσα ἤρχετο ἀπὸ τὸν ἅγιον Σεβαστιανὸν νὰ κάμῃ ἐν προσκύνημα ὁλίγων ὡρῶν εἰς τὴν παλαιὰν Φονταραβίαν. Δὲν ἐσκέφθην διατὶ εἰς τὴν ἐκεῖ κατοικοῦσαν, καὶ ἰδοὺ ποῦ περνᾷ ἡ βασίλισσα μαζὺ μὲ τὸ πλῆθος τῶν χωρικῶν καὶ τῶν ψαράδων.: [165, 1315, 436, 1418]
dentist-text: Τελειοτάτη ἐφαρμογὴ τεχνητῶν ὀδόντων καὶ ὀδοντοστοιχιῶν δι' ὅλως νεωτάτης μηχανικῆς μεθόδου πρωτοφανοῦς διὰ τὰς Ἀθήνας· ἤτοι, ὀδόντες ἐξ ὁλοκλήρου χρυσοῦ (couronnes) ἐφαρμοζόμενοι ἐπὶ τῶν ῥιζῶν. Ἐμφραγμοί καὶ Ὀδόντες βιδωτοὶ (épivot) ἄνευ οὐδενὸς πόνου, ὡς οἱ φυσικοί. Ἐμφράξεις ὀδόντων ἐκ χρυσοῦ, πλατίνης, ἀργύρου καὶ ὀδοντολίθου. Θεραπεία ὀδόντων καὶ στόματος. Ὀδοντόκοσμοι ἄριστοι καὶ ἐλιξίρια εὑρίσκονται παρ' αὐτῷ ἴδιο.: [1307, 642, 1596, 789]
column-divider: [733, 150, 734, 2274]
paragraph: Διὰ ταῦτα: [458, 1375, 518, 1389]
paragraph: Ὅτι ἀκριβὴς περίληψις.: [458, 1742, 597, 1757]
serial-label: ΤΟ ΔΙΗΓΗΜΑ ΤΗΣ ΗΜΕΡΑΣ: [198, 773, 403, 789]
table-cell: Γεν. Ἑταιρίας Ἐργοληψιῶν: [167, 541, 313, 554]
paragraph: Ἀπόστολος Ε. Καλαμίδας: [458, 1795, 606, 1810]
serial-by: ΥΠΟ: [282, 865, 318, 882]
athens-address: ΑΘΗΝΑΙ (ἀπέναντι Συλλόγου Παρνασσοῦ): [1033, 859, 1283, 872]
table-cell: 136.—: [400, 447, 434, 460]
table-header: Ὄψεως: [376, 678, 421, 691]
table-cell: 4 ο/ο: [378, 232, 405, 245]
paragraph: Μολύβια καὶ πέννες Ἀρμονικὸν Κρήτης, διαφόρους εἰκόνας χρωματιστὰς καὶ λιθογραφημένας τοῦ ἰδίου, τῆς Β. Οἰκογενείας καὶ τῶν πολιτικῶν ἀνδρῶν τῆς Ἑλλάδος.: [1307, 1014, 1596, 1073]
dentist-title: ΟΔΟΝΤΟΙΑΤΡΟΣ: [1355, 603, 1548, 625]
coins-title: ΝΟΜΙΣΜΑΤΑ: [260, 621, 340, 634]
table-cell: 162.50: [299, 692, 337, 705]
table-row: [165, 434, 436, 447]
paragraph: Ἐπιτυχία ἐκατὸν ἐπὶ τοῖς ἑκατόν: [760, 1122, 946, 1136]
disease-list: [758, 455, 1281, 538]
table-row: [165, 581, 436, 594]
stamp-line: ΑΤΜΑΙΣΧΡΩΜΑΤΟΛΙΘΟΓΡΑΦΗΜΕΝΟΝ: [1341, 1531, 1562, 1543]
exchange-rates-table: [165, 678, 436, 761]
table-cell: Δάν. »: [167, 353, 201, 366]
scan-top-border: [0, 0, 1596, 92]
